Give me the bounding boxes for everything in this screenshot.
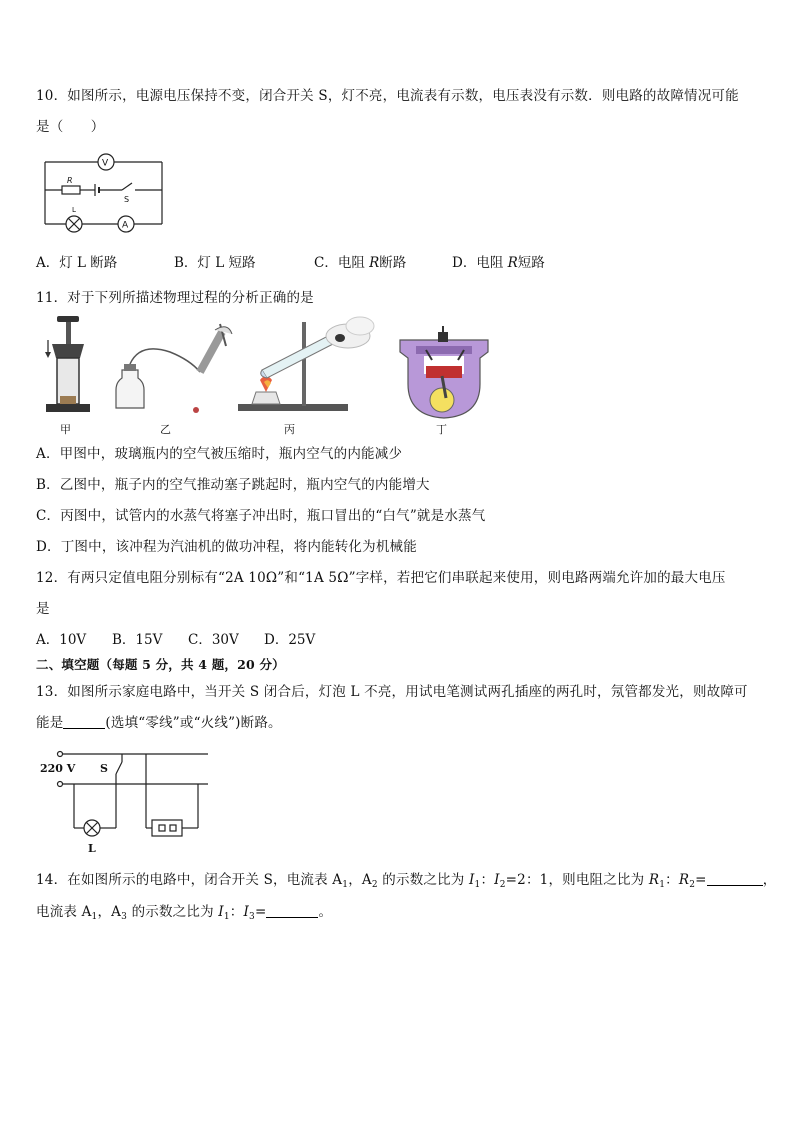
q12-stem-line2: 是	[36, 601, 50, 617]
q10-circuit-figure	[40, 150, 170, 235]
q11-option-d: D．丁图中，该冲程为汽油机的做功冲程，将内能转化为机械能	[36, 539, 417, 555]
q11-figure-ding	[400, 326, 488, 418]
q14-answer-blank-2[interactable]	[266, 905, 318, 918]
q10-option-d: D．电阻 R短路	[452, 255, 545, 271]
q10-resistor-label: R	[67, 176, 73, 185]
q11-figure-bing	[238, 317, 374, 411]
q12-option-c: C．30V	[188, 632, 239, 648]
q10-option-a: A．灯 L 断路	[36, 255, 118, 271]
section-heading-fill-in: 二、填空题（每题 5 分，共 4 题，20 分）	[36, 657, 285, 672]
q11-option-c: C．丙图中，试管内的水蒸气将塞子冲出时，瓶口冒出的“白气”就是水蒸气	[36, 508, 486, 524]
q10-voltmeter-label: V	[102, 158, 109, 169]
q11-label-bing: 丙	[284, 423, 295, 436]
q13-stem-line1: 13．如图所示家庭电路中，当开关 S 闭合后，灯泡 L 不亮，用试电笔测试两孔插座的两孔时，氖管都发光，则故障可	[36, 684, 748, 700]
q14-stem-line2: 电流表 $A_1$，$A_3$ 的示数之比为 $I_1$：$I_3=$ 。	[36, 904, 333, 922]
q13-voltage-label: 220 V	[40, 762, 76, 775]
q12-option-a: A．10V	[36, 632, 87, 648]
q14-stem-line1: 14．在如图所示的电路中，闭合开关 S，电流表 $A_1$，$A_2$ 的示数之比为 $I_1$：$I_2=2$：1，则电阻之比为 $R_1$：$R_2=$ ，	[36, 872, 777, 890]
q12-stem-line1: 12．有两只定值电阻分别标有“2A 10Ω”和“1A 5Ω”字样，若把它们串联起来使用，则电路两端允许加的最大电压	[36, 570, 726, 586]
q13-answer-blank[interactable]	[63, 716, 105, 729]
q11-figures	[40, 312, 500, 434]
q13-switch-label: S	[100, 762, 108, 775]
q11-label-jia: 甲	[60, 423, 71, 436]
q12-option-d: D．25V	[264, 632, 316, 648]
q10-lamp-label: L	[72, 206, 76, 214]
q10-ammeter-label: A	[122, 220, 129, 231]
q10-stem-line2: 是（ ）	[36, 119, 105, 135]
q10-switch-label: S	[124, 195, 130, 204]
q13-lamp-label: L	[88, 842, 96, 855]
q13-circuit-figure	[40, 748, 215, 856]
q10-stem-line1: 10．如图所示，电源电压保持不变，闭合开关 S，灯不亮，电流表有示数，电压表没有示数．则电路的故障情况可能	[36, 88, 739, 104]
q13-stem-line2: 能是 (选填“零线”或“火线”)断路。	[36, 715, 282, 731]
q10-option-c: C．电阻 R断路	[314, 255, 407, 271]
q11-label-yi: 乙	[160, 423, 171, 436]
q11-label-ding: 丁	[436, 423, 447, 436]
q14-answer-blank-1[interactable]	[707, 873, 763, 886]
q11-option-b: B．乙图中，瓶子内的空气推动塞子跳起时，瓶内空气的内能增大	[36, 477, 430, 493]
q12-option-b: B．15V	[112, 632, 163, 648]
q11-figure-yi	[116, 324, 232, 413]
q11-option-a: A．甲图中，玻璃瓶内的空气被压缩时，瓶内空气的内能减少	[36, 442, 402, 462]
q11-stem: 11．对于下列所描述物理过程的分析正确的是	[36, 290, 314, 306]
q11-figure-jia	[45, 316, 90, 412]
q10-option-b: B．灯 L 短路	[174, 255, 256, 271]
